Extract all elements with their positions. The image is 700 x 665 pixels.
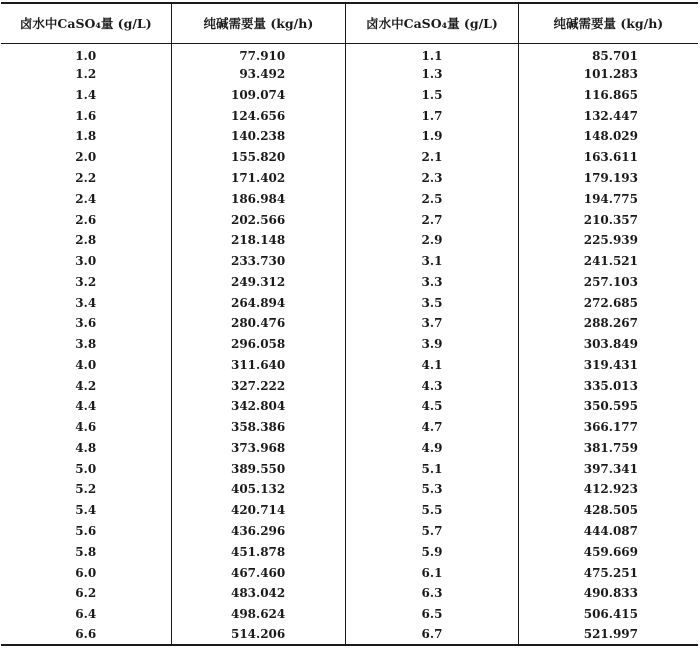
table-row	[1, 417, 698, 438]
caso4-cell-right: 3.9	[346, 334, 518, 355]
soda-ash-cell-left: 514.206	[171, 624, 346, 645]
table-row	[1, 479, 698, 500]
table-row	[1, 604, 698, 625]
caso4-cell-right: 5.1	[346, 458, 518, 479]
soda-ash-requirement-table	[1, 2, 698, 646]
caso4-cell-left: 3.6	[75, 316, 97, 331]
soda-ash-cell-left: 140.238	[171, 126, 346, 147]
soda-ash-cell-right: 101.283	[518, 64, 698, 85]
soda-ash-cell-right: 303.849	[518, 334, 698, 355]
caso4-cell-left: 2.2	[75, 170, 97, 185]
table-row	[1, 500, 698, 521]
soda-ash-cell-left: 296.058	[171, 334, 346, 355]
caso4-cell-left: 5.8	[75, 544, 97, 559]
caso4-cell-right: 6.7	[346, 624, 518, 645]
soda-ash-cell-left: 124.656	[171, 105, 346, 126]
table-row	[1, 230, 698, 251]
soda-ash-cell-right: 116.865	[518, 85, 698, 106]
table-row	[1, 334, 698, 355]
caso4-cell-right: 4.5	[346, 396, 518, 417]
soda-ash-cell-right: 85.701	[518, 43, 698, 64]
header-soda-ash-left: 纯碱需要量 (kg/h)	[171, 3, 346, 43]
table-row	[1, 147, 698, 168]
caso4-cell-left: 2.6	[75, 212, 97, 227]
soda-ash-cell-right: 521.997	[518, 624, 698, 645]
soda-ash-cell-right: 148.029	[518, 126, 698, 147]
caso4-cell-right: 1.7	[346, 105, 518, 126]
caso4-cell-left: 1.4	[75, 87, 97, 102]
soda-ash-cell-left: 202.566	[171, 209, 346, 230]
caso4-cell-left: 6.6	[1, 624, 171, 645]
soda-ash-cell-right: 225.939	[518, 230, 698, 251]
caso4-cell-left: 5.4	[75, 503, 97, 518]
caso4-cell-left: 6.0	[75, 565, 97, 580]
caso4-cell-right: 1.1	[346, 43, 518, 64]
soda-ash-cell-left: 77.910	[171, 43, 346, 64]
caso4-cell-right: 4.7	[346, 417, 518, 438]
caso4-cell-left: 4.4	[75, 399, 97, 414]
table-row	[1, 292, 698, 313]
soda-ash-cell-left: 280.476	[171, 313, 346, 334]
table-row	[1, 521, 698, 542]
caso4-cell-right: 2.3	[346, 168, 518, 189]
soda-ash-cell-left: 467.460	[171, 562, 346, 583]
soda-ash-cell-left: 358.386	[171, 417, 346, 438]
caso4-cell-right: 2.5	[346, 188, 518, 209]
table-row	[1, 105, 698, 126]
header-caso4-content-right: 卤水中CaSO₄量 (g/L)	[346, 3, 518, 43]
soda-ash-cell-left: 264.894	[171, 292, 346, 313]
soda-ash-cell-left: 483.042	[171, 583, 346, 604]
caso4-cell-right: 5.7	[346, 521, 518, 542]
caso4-cell-right: 3.3	[346, 271, 518, 292]
caso4-cell-left: 2.8	[75, 233, 97, 248]
soda-ash-cell-right: 397.341	[518, 458, 698, 479]
soda-ash-cell-left: 405.132	[171, 479, 346, 500]
caso4-cell-left: 6.2	[75, 586, 97, 601]
soda-ash-cell-right: 490.833	[518, 583, 698, 604]
soda-ash-cell-right: 444.087	[518, 521, 698, 542]
soda-ash-cell-left: 311.640	[171, 354, 346, 375]
caso4-cell-left: 1.8	[75, 129, 97, 144]
soda-ash-cell-right: 475.251	[518, 562, 698, 583]
table-row	[1, 375, 698, 396]
soda-ash-cell-right: 194.775	[518, 188, 698, 209]
caso4-cell-left: 4.2	[75, 378, 97, 393]
caso4-cell-left: 4.0	[75, 357, 97, 372]
soda-ash-cell-left: 186.984	[171, 188, 346, 209]
soda-ash-cell-right: 272.685	[518, 292, 698, 313]
caso4-cell-right: 2.9	[346, 230, 518, 251]
caso4-cell-left: 1.6	[75, 108, 97, 123]
table-header	[1, 3, 698, 43]
caso4-cell-left: 3.0	[75, 254, 97, 269]
table-row	[1, 458, 698, 479]
header-soda-ash-right: 纯碱需要量 (kg/h)	[518, 3, 698, 43]
table-row	[1, 396, 698, 417]
caso4-cell-right: 6.5	[346, 604, 518, 625]
table-row	[1, 85, 698, 106]
table-row	[1, 271, 698, 292]
soda-ash-cell-right: 412.923	[518, 479, 698, 500]
soda-ash-cell-left: 451.878	[171, 541, 346, 562]
caso4-cell-right: 3.1	[346, 251, 518, 272]
soda-ash-cell-right: 241.521	[518, 251, 698, 272]
soda-ash-cell-left: 436.296	[171, 521, 346, 542]
soda-ash-cell-left: 420.714	[171, 500, 346, 521]
table-row	[1, 188, 698, 209]
caso4-cell-left: 1.2	[75, 67, 97, 82]
caso4-cell-right: 3.7	[346, 313, 518, 334]
caso4-cell-left: 3.4	[75, 295, 97, 310]
soda-ash-cell-right: 335.013	[518, 375, 698, 396]
table-row	[1, 354, 698, 375]
caso4-cell-right: 1.3	[346, 64, 518, 85]
caso4-cell-right: 5.5	[346, 500, 518, 521]
header-caso4-content-left: 卤水中CaSO₄量 (g/L)	[1, 3, 171, 43]
soda-ash-cell-right: 132.447	[518, 105, 698, 126]
soda-ash-cell-left: 327.222	[171, 375, 346, 396]
soda-ash-cell-left: 342.804	[171, 396, 346, 417]
caso4-cell-left: 3.2	[75, 274, 97, 289]
caso4-cell-right: 1.5	[346, 85, 518, 106]
caso4-cell-left: 2.4	[75, 191, 97, 206]
soda-ash-cell-left: 171.402	[171, 168, 346, 189]
soda-ash-cell-left: 155.820	[171, 147, 346, 168]
table-row	[1, 624, 698, 645]
soda-ash-cell-left: 373.968	[171, 438, 346, 459]
header-row	[1, 3, 698, 43]
table-row	[1, 541, 698, 562]
soda-ash-cell-right: 350.595	[518, 396, 698, 417]
caso4-cell-left: 3.8	[75, 337, 97, 352]
soda-ash-cell-right: 257.103	[518, 271, 698, 292]
soda-ash-cell-right: 210.357	[518, 209, 698, 230]
caso4-cell-right: 2.7	[346, 209, 518, 230]
caso4-cell-right: 2.1	[346, 147, 518, 168]
table-body	[1, 43, 698, 645]
caso4-cell-left: 4.6	[75, 420, 97, 435]
table-row	[1, 562, 698, 583]
caso4-cell-right: 4.9	[346, 438, 518, 459]
caso4-cell-right: 5.9	[346, 541, 518, 562]
table-row	[1, 583, 698, 604]
soda-ash-cell-right: 459.669	[518, 541, 698, 562]
soda-ash-cell-right: 428.505	[518, 500, 698, 521]
table-row	[1, 251, 698, 272]
caso4-cell-right: 1.9	[346, 126, 518, 147]
caso4-cell-right: 4.3	[346, 375, 518, 396]
table-row	[1, 64, 698, 85]
table-row	[1, 209, 698, 230]
table-row	[1, 313, 698, 334]
caso4-cell-left: 6.4	[75, 607, 97, 622]
table-row	[1, 168, 698, 189]
soda-ash-cell-right: 163.611	[518, 147, 698, 168]
soda-ash-cell-left: 109.074	[171, 85, 346, 106]
table-row	[1, 438, 698, 459]
caso4-cell-left: 5.6	[75, 523, 97, 538]
caso4-cell-left: 5.2	[75, 482, 97, 497]
caso4-cell-right: 5.3	[346, 479, 518, 500]
soda-ash-cell-right: 288.267	[518, 313, 698, 334]
soda-ash-cell-right: 366.177	[518, 417, 698, 438]
table-row	[1, 43, 698, 64]
caso4-cell-left: 5.0	[75, 461, 97, 476]
caso4-cell-right: 4.1	[346, 354, 518, 375]
caso4-cell-left: 4.8	[75, 440, 97, 455]
caso4-cell-right: 6.1	[346, 562, 518, 583]
caso4-cell-right: 6.3	[346, 583, 518, 604]
caso4-cell-right: 3.5	[346, 292, 518, 313]
table-row	[1, 126, 698, 147]
soda-ash-cell-right: 506.415	[518, 604, 698, 625]
soda-ash-cell-left: 498.624	[171, 604, 346, 625]
caso4-cell-left: 1.0	[75, 49, 97, 64]
soda-ash-cell-right: 381.759	[518, 438, 698, 459]
soda-ash-cell-right: 319.431	[518, 354, 698, 375]
soda-ash-cell-left: 93.492	[171, 64, 346, 85]
soda-ash-cell-left: 233.730	[171, 251, 346, 272]
soda-ash-cell-left: 218.148	[171, 230, 346, 251]
soda-ash-cell-left: 249.312	[171, 271, 346, 292]
soda-ash-cell-left: 389.550	[171, 458, 346, 479]
caso4-cell-left: 2.0	[75, 150, 97, 165]
soda-ash-cell-right: 179.193	[518, 168, 698, 189]
